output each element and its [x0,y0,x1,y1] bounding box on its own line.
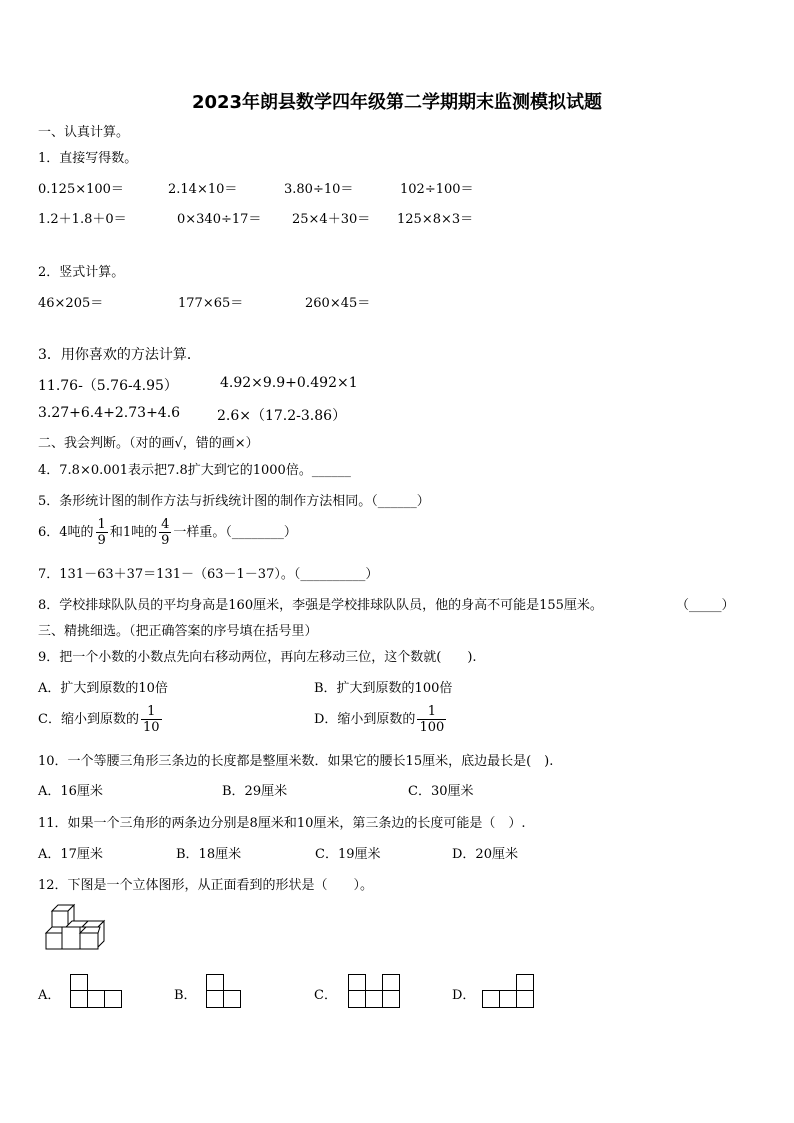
q11-option: B．18厘米 [176,847,242,862]
section-1-heading: 一、认真计算。 [38,125,130,140]
option-a-shape [70,974,122,1008]
q1-item: 0×340÷17＝ [177,212,262,227]
fraction-numerator: 4 [161,517,170,532]
q1-label: 1．直接写得数。 [38,151,138,166]
q12-option-a-label: A． [38,988,61,1003]
q9-stem: 9．把一个小数的小数点先向右移动两位，再向左移动三位，这个数就( ). [38,650,477,665]
section-2-heading: 二、我会判断。（对的画√，错的画×） [38,436,259,451]
page-title: 2023年朗县数学四年级第二学期期末监测模拟试题 [191,92,603,113]
q9-option-d-fraction [417,704,446,735]
q12-stem: 12．下图是一个立体图形，从正面看到的形状是（ ）。 [38,878,374,893]
option-c-shape [348,974,400,1008]
q1-item: 1.2＋1.8＋0＝ [38,212,127,227]
q9-option-c [38,703,164,737]
q1-item: 102÷100＝ [400,182,474,197]
section-3-heading: 三、精挑细选。（把正确答案的序号填在括号里） [38,624,318,639]
q3-item: 11.76-（5.76-4.95） [38,378,178,394]
q3-item: 2.6×（17.2-3.86） [217,408,347,424]
q5: 5．条形统计图的制作方法与折线统计图的制作方法相同。（______） [38,494,430,509]
q9-option-c-fraction [141,704,162,735]
q4: 4．7.8×0.001表示把7.8扩大到它的1000倍。______ [38,463,351,478]
q6 [38,516,297,550]
q10-option: B．29厘米 [222,784,288,799]
q2-label: 2．竖式计算。 [38,265,125,280]
q12-option-b-label: B． [174,988,197,1003]
q1-item: 3.80÷10＝ [284,182,354,197]
q6-text-a: 6．4吨的 [38,525,94,540]
q10-stem: 10．一个等腰三角形三条边的长度都是整厘米数．如果它的腰长15厘米，底边最长是( ). [38,754,554,769]
q2-item: 177×65＝ [178,296,244,311]
fraction-denominator: 10 [142,720,160,735]
q10-option: C．30厘米 [408,784,474,799]
q3-item: 4.92×9.9+0.492×1 [220,375,358,391]
q11-option: C．19厘米 [315,847,381,862]
q1-item: 25×4＋30＝ [292,212,371,227]
q7: 7．131－63＋37＝131－（63－1－37）。（__________） [38,567,379,582]
cube-figure [44,903,114,955]
q9-option-d-text: D．缩小到原数的 [314,712,416,727]
fraction-denominator: 9 [97,533,106,548]
q3-item: 3.27+6.4+2.73+4.6 [38,405,181,421]
q8-blank: （_____） [676,598,735,613]
q9-option-b: B．扩大到原数的100倍 [314,681,453,696]
q1-item: 125×8×3＝ [397,212,474,227]
q11-option: D．20厘米 [452,847,518,862]
q2-item: 260×45＝ [305,296,371,311]
fraction-denominator: 100 [419,720,445,735]
q2-item: 46×205＝ [38,296,104,311]
option-d-shape [482,974,534,1008]
q9-option-d [314,703,448,737]
q9-option-c-text: C．缩小到原数的 [38,712,139,727]
q6-fraction-2 [159,517,171,548]
option-b-shape [206,974,242,1008]
q11-option: A．17厘米 [38,847,103,862]
fraction-denominator: 9 [161,533,170,548]
q1-item: 2.14×10＝ [168,182,238,197]
fraction-numerator: 1 [417,704,446,720]
q12-option-d-label: D． [452,988,476,1003]
q6-fraction-1 [96,517,108,548]
q3-label: 3．用你喜欢的方法计算． [38,347,201,363]
q9-option-a: A．扩大到原数的10倍 [38,681,168,696]
q11-stem: 11．如果一个三角形的两条边分别是8厘米和10厘米，第三条边的长度可能是（ ）. [38,816,526,831]
q6-text-b: 和1吨的 [109,525,158,540]
fraction-numerator: 1 [141,704,162,720]
q10-option: A．16厘米 [38,784,103,799]
fraction-numerator: 1 [97,517,106,532]
q8: 8．学校排球队队员的平均身高是160厘米，李强是学校排球队队员，他的身高不可能是155厘米。 [38,598,603,613]
q1-item: 0.125×100＝ [38,182,124,197]
q12-option-c-label: C． [314,988,337,1003]
q6-text-c: 一样重。（________） [173,525,297,540]
